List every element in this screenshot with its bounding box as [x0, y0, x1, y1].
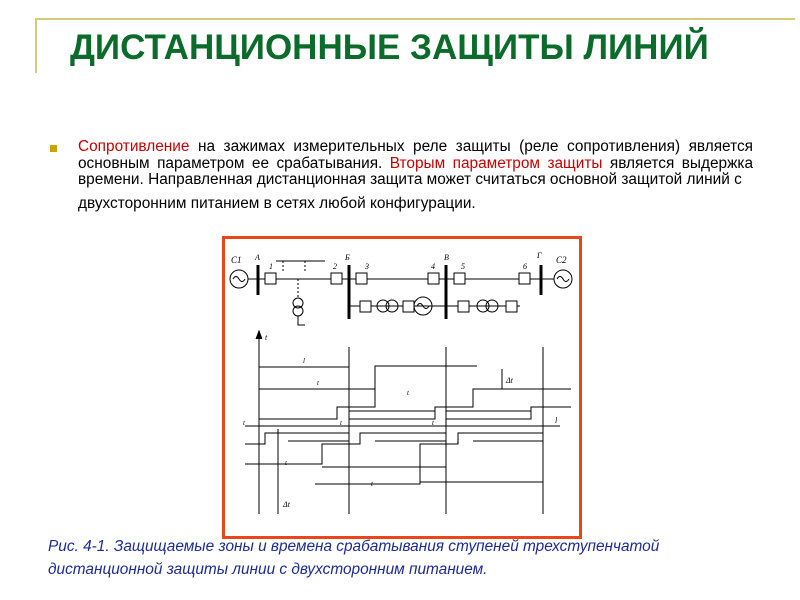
label-substation-v: В — [444, 253, 449, 262]
slide-title: ДИСТАНЦИОННЫЕ ЗАЩИТЫ ЛИНИЙ — [70, 28, 709, 67]
svg-text:l: l — [303, 357, 305, 365]
distance-axis-label: l — [555, 416, 558, 425]
label-substation-b: Б — [345, 253, 350, 262]
relay-number-3: 3 — [365, 262, 369, 271]
breaker-6 — [519, 273, 530, 284]
svg-text:t: t — [432, 419, 434, 427]
bullet-text — [78, 139, 753, 212]
step-curve-reverse-2 — [245, 433, 446, 464]
term-resistance: Сопротивление — [78, 138, 190, 155]
breaker-2 — [331, 273, 342, 284]
label-substation-a: А — [255, 253, 260, 262]
svg-text:t: t — [407, 389, 409, 397]
label-c1: C1 — [231, 255, 242, 265]
svg-text:t: t — [317, 379, 319, 387]
relay-number-1: 1 — [269, 262, 273, 271]
caption-line-1: Рис. 4-1. Защищаемые зоны и времена срабатывания ступеней трехступенчатой — [48, 538, 660, 555]
svg-text:t: t — [457, 437, 459, 445]
relay-number-4: 4 — [431, 262, 435, 271]
decorative-frame-vertical — [35, 18, 37, 73]
bullet-text-part3: двухсторонним питанием в сетях любой конфигурации. — [78, 194, 476, 212]
step-curve-forward-3 — [446, 407, 571, 419]
bullet-text-part2: является выдержка времени. Направленная дистанционная защита может считаться основной защитой линий с — [78, 154, 754, 188]
step-curve-reverse-3 — [245, 433, 349, 444]
relay-number-2: 2 — [333, 262, 337, 271]
source-c1 — [230, 255, 248, 288]
breaker-5 — [454, 273, 465, 284]
step-curve-forward-2 — [349, 389, 571, 419]
svg-text:t: t — [340, 419, 342, 427]
svg-text:Δt: Δt — [506, 376, 513, 385]
time-axis-label: t — [265, 333, 268, 342]
breaker-1 — [265, 273, 276, 284]
label-c2: C2 — [556, 255, 567, 265]
svg-text:Δt: Δt — [283, 500, 290, 509]
protection-diagram — [225, 239, 579, 536]
bullet-text-part1: на зажимах измерительных реле защиты (реле сопротивления) является основным параметром ее срабатывания. — [78, 138, 753, 172]
svg-text:t: t — [243, 419, 245, 427]
svg-text:t: t — [285, 459, 287, 467]
caption-line-2: дистанционной защиты линии с двухсторонним питанием. — [48, 561, 488, 578]
relay-number-5: 5 — [461, 262, 465, 271]
figure-frame — [222, 236, 582, 539]
figure-caption — [48, 535, 788, 581]
bullet-marker — [50, 145, 57, 152]
breaker-4 — [428, 273, 439, 284]
svg-text:t: t — [371, 480, 373, 488]
breaker-3 — [356, 273, 367, 284]
decorative-frame-horizontal — [35, 18, 795, 20]
label-substation-g: Г — [537, 251, 542, 260]
relay-number-6: 6 — [523, 262, 527, 271]
source-c2 — [554, 255, 572, 288]
term-second-parameter: Вторым параметром защиты — [389, 154, 603, 172]
